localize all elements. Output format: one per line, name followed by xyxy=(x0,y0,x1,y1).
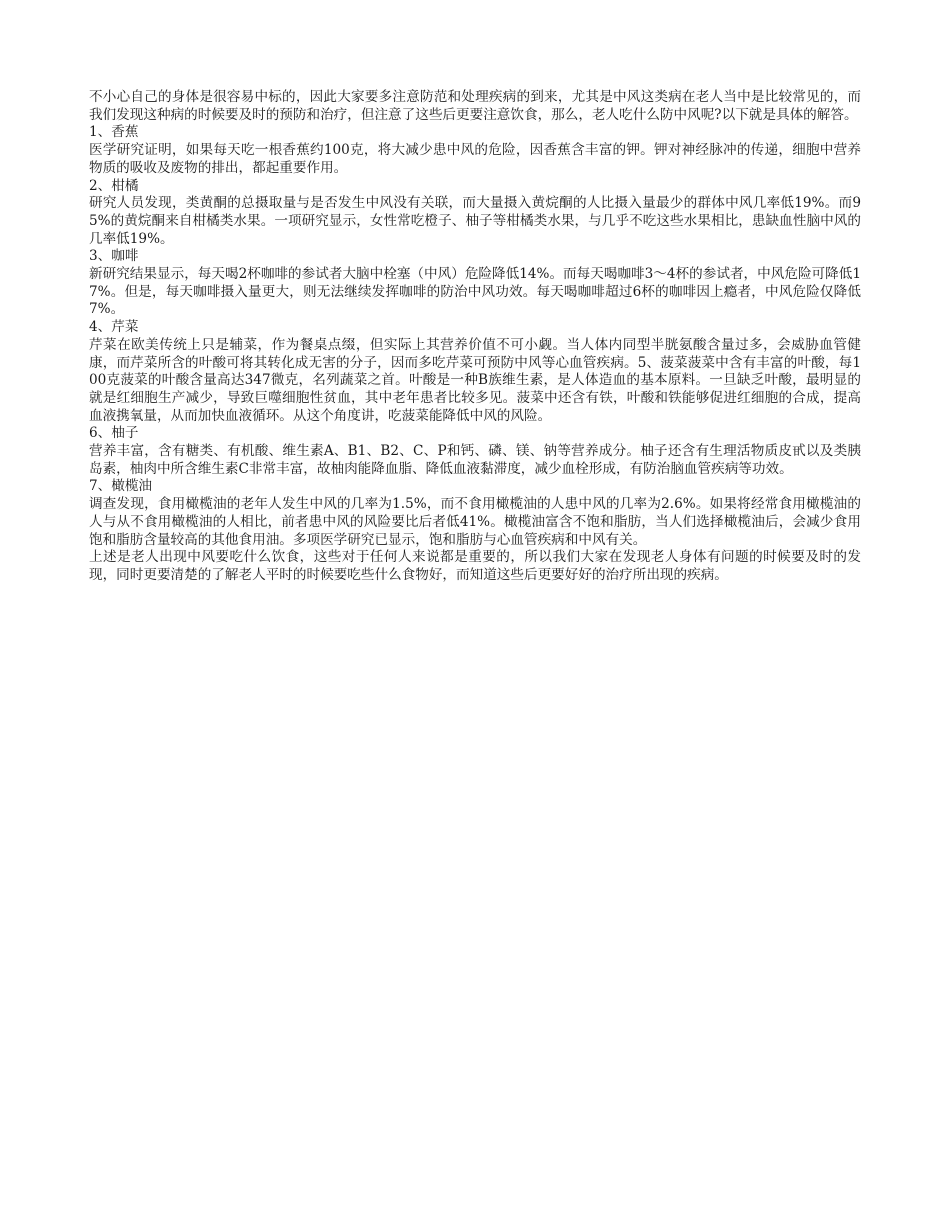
section-body-citrus: 研究人员发现，类黄酮的总摄取量与是否发生中风没有关联，而大量摄入黄烷酮的人比摄入量最少的群体中风几率低19%。而95%的黄烷酮来自柑橘类水果。一项研究显示，女性常吃橙子、柚子等柑橘类水果，与几乎不吃这些水果相比，患缺血性脑中风的几率低19%。 xyxy=(89,195,861,247)
section-body-celery: 芹菜在欧美传统上只是辅菜，作为餐桌点缀，但实际上其营养价值不可小觑。当人体内同型半胱氨酸含量过多，会威胁血管健康，而芹菜所含的叶酸可将其转化成无害的分子，因而多吃芹菜可预防中风等心血管疾病。5、菠菜菠菜中含有丰富的叶酸，每100克菠菜的叶酸含量高达347微克，名列蔬菜之首。叶酸是一种B族维生素，是人体造血的基本原料。一旦缺乏叶酸，最明显的就是红细胞生产减少，导致巨噬细胞性贫血，其中老年患者比较多见。菠菜中还含有铁，叶酸和铁能够促进红细胞的合成，提高血液携氧量，从而加快血液循环。从这个角度讲，吃菠菜能降低中风的风险。 xyxy=(89,336,861,424)
section-heading-banana: 1、香蕉 xyxy=(89,124,139,141)
section-body-banana: 医学研究证明，如果每天吃一根香蕉约100克，将大减少患中风的危险，因香蕉含丰富的钾。钾对神经脉冲的传递，细胞中营养物质的吸收及废物的排出，都起重要作用。 xyxy=(89,142,861,176)
section-heading-olive-oil: 7、橄榄油 xyxy=(89,478,153,495)
intro-paragraph: 不小心自己的身体是很容易中标的，因此大家要多注意防范和处理疾病的到来，尤其是中风这类病在老人当中是比较常见的，而我们发现这种病的时候要及时的预防和治疗，但注意了这些后更要注意饮食，那么，老人吃什么防中风呢?以下就是具体的解答。 xyxy=(89,89,861,123)
section-heading-citrus: 2、柑橘 xyxy=(89,177,139,194)
section-body-pomelo: 营养丰富，含有糖类、有机酸、维生素A、B1、B2、C、P和钙、磷、镁、钠等营养成分。柚子还含有生理活物质皮甙以及类胰岛素，柚肉中所含维生素C非常丰富，故柚肉能降血脂、降低血液黏滞度，减少血栓形成，有防治脑血管疾病等功效。 xyxy=(89,443,861,477)
section-heading-coffee: 3、咖啡 xyxy=(89,248,139,265)
section-body-coffee: 新研究结果显示，每天喝2杯咖啡的参试者大脑中栓塞（中风）危险降低14%。而每天喝咖啡3～4杯的参试者，中风危险可降低17%。但是，每天咖啡摄入量更大，则无法继续发挥咖啡的防治中风功效。每天喝咖啡超过6杯的咖啡因上瘾者，中风危险仅降低7%。 xyxy=(89,266,861,318)
section-heading-pomelo: 6、柚子 xyxy=(89,425,139,442)
section-body-olive-oil: 调查发现，食用橄榄油的老年人发生中风的几率为1.5%，而不食用橄榄油的人患中风的几率为2.6%。如果将经常食用橄榄油的人与从不食用橄榄油的人相比，前者患中风的风险要比后者低41%。橄榄油富含不饱和脂肪，当人们选择橄榄油后，会减少食用饱和脂肪含量较高的其他食用油。多项医学研究已显示，饱和脂肪与心血管疾病和中风有关。 xyxy=(89,496,861,548)
conclusion-paragraph: 上述是老人出现中风要吃什么饮食，这些对于任何人来说都是重要的，所以我们大家在发现老人身体有问题的时候要及时的发现，同时更要清楚的了解老人平时的时候要吃些什么食物好，而知道这些后更要好好的治疗所出现的疾病。 xyxy=(89,549,861,583)
document-body xyxy=(89,89,861,585)
section-heading-celery: 4、芹菜 xyxy=(89,319,139,336)
